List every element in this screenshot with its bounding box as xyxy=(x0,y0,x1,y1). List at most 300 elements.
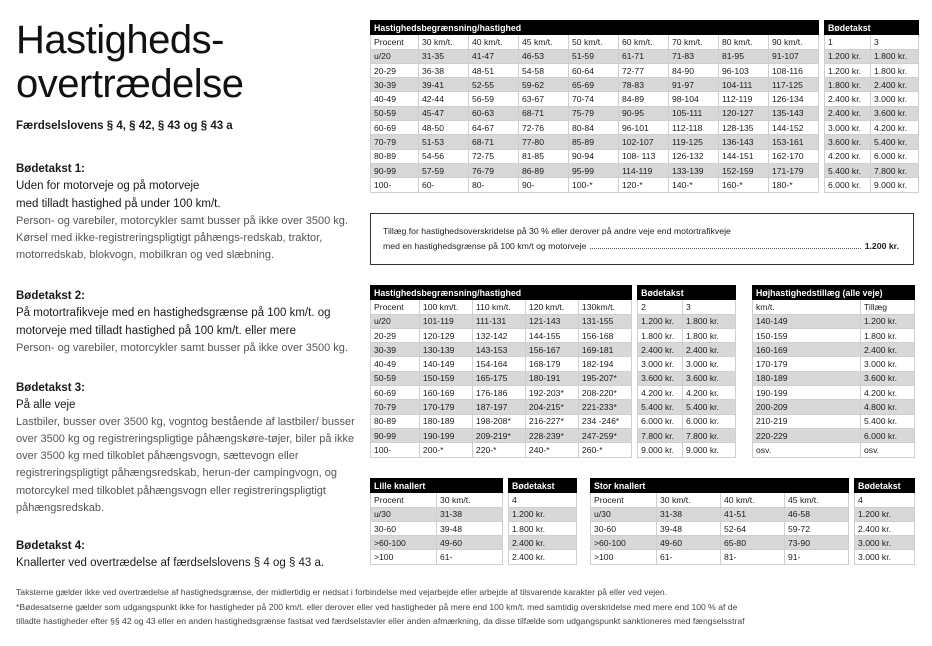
table-cell: 3.600 kr. xyxy=(682,371,735,385)
column-header-row xyxy=(371,35,919,49)
table-cell: 6.000 kr. xyxy=(861,428,915,442)
table-cell: 220-229 xyxy=(753,428,861,442)
table-cell: 2.400 kr. xyxy=(638,343,683,357)
column-header: 30 km/t. xyxy=(437,493,503,507)
table-header: Højhastighedstillæg (alle veje) xyxy=(753,286,915,300)
table-header-row xyxy=(753,286,915,300)
table-cell: 2.400 kr. xyxy=(871,78,919,92)
table-cell: 221-233* xyxy=(578,400,631,414)
column-header-row xyxy=(371,300,736,314)
high-speed-surcharge-table xyxy=(752,285,915,458)
table-cell: 200-209 xyxy=(753,400,861,414)
column-header: Procent xyxy=(371,493,437,507)
table-cell: 4.200 kr. xyxy=(825,149,871,163)
table-cell: 144-155 xyxy=(525,328,578,342)
table-row xyxy=(753,400,915,414)
table-cell: 9.000 kr. xyxy=(638,443,683,457)
table-cell: 170-179 xyxy=(753,357,861,371)
table-row xyxy=(753,386,915,400)
table-cell: 86-89 xyxy=(519,163,569,177)
title-line-1: Hastigheds- xyxy=(16,18,224,62)
table-cell: 7.800 kr. xyxy=(871,163,919,177)
table-cell: 132-142 xyxy=(472,328,525,342)
table-cell: 150-159 xyxy=(753,328,861,342)
table-cell: 52-55 xyxy=(469,78,519,92)
table-cell: 30-60 xyxy=(591,521,657,535)
table-cell: u/30 xyxy=(591,507,657,521)
column-header: 120 km/t. xyxy=(525,300,578,314)
table-cell: 130-139 xyxy=(419,343,472,357)
note-line-2-row xyxy=(383,239,899,254)
table-cell: 91-107 xyxy=(769,49,819,63)
table-row xyxy=(591,521,915,535)
table-cell: 1.200 kr. xyxy=(509,507,577,521)
table-cell: 135-143 xyxy=(769,106,819,120)
table-cell: 63-67 xyxy=(519,92,569,106)
table-cell: 144-152 xyxy=(769,121,819,135)
table-cell: 72-77 xyxy=(619,63,669,77)
table-row xyxy=(371,149,919,163)
table-cell: 100-* xyxy=(569,178,619,192)
table-cell: 41-47 xyxy=(469,49,519,63)
table-cell: 30-60 xyxy=(371,521,437,535)
table-cell: 96-103 xyxy=(719,63,769,77)
table-cell: 91-97 xyxy=(669,78,719,92)
table-cell: 3.000 kr. xyxy=(638,357,683,371)
table-cell: 180-189 xyxy=(419,414,472,428)
column-header: 4 xyxy=(855,493,915,507)
table-cell: 195-207* xyxy=(578,371,631,385)
fine-header: Bødetakst xyxy=(638,286,736,300)
table-cell: 48-51 xyxy=(469,63,519,77)
table-cell: 114-119 xyxy=(619,163,669,177)
table-cell: 112-118 xyxy=(669,121,719,135)
table-cell: 1.800 kr. xyxy=(509,521,577,535)
table-cell: 98-104 xyxy=(669,92,719,106)
table-cell: 171-179 xyxy=(769,163,819,177)
table-cell: 73-90 xyxy=(785,536,849,550)
table-cell: 131-155 xyxy=(578,314,631,328)
table-row xyxy=(371,178,919,192)
table-cell: 234 -246* xyxy=(578,414,631,428)
table-cell: 1.800 kr. xyxy=(871,49,919,63)
table-row xyxy=(371,63,919,77)
table-cell: 72-76 xyxy=(519,121,569,135)
table-cell: 81-85 xyxy=(519,149,569,163)
column-header: 45 km/t. xyxy=(785,493,849,507)
table-cell: 80-89 xyxy=(371,149,419,163)
table-cell: 41-51 xyxy=(721,507,785,521)
table-cell: 170-179 xyxy=(419,400,472,414)
large-moped-table xyxy=(590,478,915,565)
table-cell: 143-153 xyxy=(472,343,525,357)
table-cell: 31-38 xyxy=(437,507,503,521)
section-heading: Bødetakst 1: xyxy=(16,163,86,175)
table-cell: 60- xyxy=(419,178,469,192)
section-subheading: På motortrafikveje med en hastighedsgrænse på 100 km/t. og motorveje med tilladt hastighed på 100 km/t. eller mere xyxy=(16,306,331,337)
table-cell: 150-159 xyxy=(419,371,472,385)
table-cell: 3.000 kr. xyxy=(855,550,915,564)
table-cell: 59-72 xyxy=(785,521,849,535)
table-row xyxy=(371,521,577,535)
section-body: Person- og varebiler, motorcykler samt busser på ikke over 3500 kg. xyxy=(16,341,348,354)
page-title xyxy=(16,18,356,106)
table-cell: 126-132 xyxy=(669,149,719,163)
fine-header: Bødetakst xyxy=(825,21,919,35)
table-cell: 192-203* xyxy=(525,386,578,400)
table-cell: 3.600 kr. xyxy=(638,371,683,385)
table-cell: 2.400 kr. xyxy=(509,550,577,564)
table-cell: 200-* xyxy=(419,443,472,457)
table-cell: 77-80 xyxy=(519,135,569,149)
left-column xyxy=(16,18,356,572)
table-header-row xyxy=(591,479,915,493)
table-cell: 39-48 xyxy=(437,521,503,535)
table-cell: 65-80 xyxy=(721,536,785,550)
column-header: 50 km/t. xyxy=(569,35,619,49)
table-cell: 60-64 xyxy=(569,63,619,77)
table-header: Hastighedsbegrænsning/hastighed xyxy=(371,21,819,35)
table-cell: 31-35 xyxy=(419,49,469,63)
column-header: 3 xyxy=(682,300,735,314)
table-cell: 153-161 xyxy=(769,135,819,149)
table-header-row xyxy=(371,479,577,493)
law-reference: Færdselslovens § 4, § 42, § 43 og § 43 a xyxy=(16,120,233,132)
table-cell: 70-79 xyxy=(371,400,420,414)
table-cell: 120-* xyxy=(619,178,669,192)
table-row xyxy=(591,536,915,550)
fine-header: Bødetakst xyxy=(509,479,577,493)
table-cell: 5.400 kr. xyxy=(871,135,919,149)
table-cell: >100 xyxy=(591,550,657,564)
table-row xyxy=(371,121,919,135)
table-cell: 90-94 xyxy=(569,149,619,163)
table-cell: 112-119 xyxy=(719,92,769,106)
table-row xyxy=(371,163,919,177)
table-cell: 2.400 kr. xyxy=(855,521,915,535)
fine-section-2 xyxy=(16,289,356,357)
table-cell: 140-* xyxy=(669,178,719,192)
table-cell: 20-29 xyxy=(371,63,419,77)
table-cell: 80-89 xyxy=(371,414,420,428)
section-subheading: Knallerter ved overtrædelse af færdselslovens § 4 og § 43 a. xyxy=(16,557,325,570)
table-cell: 6.000 kr. xyxy=(871,149,919,163)
table-cell: 5.400 kr. xyxy=(682,400,735,414)
table-cell: 80-84 xyxy=(569,121,619,135)
table-cell: 190-199 xyxy=(753,386,861,400)
table-cell: 81- xyxy=(721,550,785,564)
table-cell: 90-99 xyxy=(371,163,419,177)
table-cell: 3.000 kr. xyxy=(682,357,735,371)
table-cell: 204-215* xyxy=(525,400,578,414)
table-row xyxy=(371,328,736,342)
table-cell: 30-39 xyxy=(371,343,420,357)
table-cell: 90-95 xyxy=(619,106,669,120)
column-header: 2 xyxy=(638,300,683,314)
table-cell: 182-194 xyxy=(578,357,631,371)
table-row xyxy=(753,371,915,385)
column-header: 110 km/t. xyxy=(472,300,525,314)
table-cell: 84-89 xyxy=(619,92,669,106)
table-cell: 100- xyxy=(371,443,420,457)
table-cell: 5.400 kr. xyxy=(861,414,915,428)
table-cell: >100 xyxy=(371,550,437,564)
table-row xyxy=(753,314,915,328)
column-header: 30 km/t. xyxy=(657,493,721,507)
section-heading: Bødetakst 3: xyxy=(16,381,86,394)
table-cell: 160-169 xyxy=(753,343,861,357)
column-header: Procent xyxy=(371,35,419,49)
table-cell: 2.400 kr. xyxy=(825,92,871,106)
table-cell: 3.000 kr. xyxy=(825,121,871,135)
column-header: 30 km/t. xyxy=(419,35,469,49)
table-cell: 105-111 xyxy=(669,106,719,120)
table-cell: 4.200 kr. xyxy=(861,386,915,400)
surcharge-note-box xyxy=(370,213,914,265)
footnote-line-3: tilladte hastigheder efter §§ 42 og 43 eller en anden hastighedsgrænse fastsat ved færdselstavler eller anden afmærkning, da disse tilfælde som udgangspunkt sanktioneres med fængselsstraf xyxy=(16,616,745,626)
table-cell: 75-79 xyxy=(569,106,619,120)
table-cell: 180-* xyxy=(769,178,819,192)
footnote-line-2: *Bødesatserne gælder som udgangspunkt ikke for hastigheder på 200 km/t. eller derover eller ved hastigheder på mere end 100 km/t. med samtidig overskridelse med mere end 100 % af de xyxy=(16,601,738,612)
table-cell: 60-63 xyxy=(469,106,519,120)
table-cell: 140-149 xyxy=(419,357,472,371)
table-row xyxy=(371,443,736,457)
column-header-row xyxy=(371,493,577,507)
table-cell: 59-62 xyxy=(519,78,569,92)
table-cell: 108-116 xyxy=(769,63,819,77)
table-cell: 1.800 kr. xyxy=(871,63,919,77)
column-header: 130km/t. xyxy=(578,300,631,314)
table-cell: 187-197 xyxy=(472,400,525,414)
table-cell: 90-99 xyxy=(371,428,420,442)
table-cell: 60-69 xyxy=(371,121,419,135)
table-cell: u/30 xyxy=(371,507,437,521)
table-row xyxy=(753,328,915,342)
table-row xyxy=(753,357,915,371)
table-cell: 198-208* xyxy=(472,414,525,428)
table-cell: 51-53 xyxy=(419,135,469,149)
table-cell: 117-125 xyxy=(769,78,819,92)
table-cell: >60-100 xyxy=(591,536,657,550)
column-header-row xyxy=(591,493,915,507)
section-heading: Bødetakst 4: xyxy=(16,540,86,553)
table-cell: 1.200 kr. xyxy=(638,314,683,328)
table-cell: 1.800 kr. xyxy=(825,78,871,92)
note-line-2: med en hastighedsgrænse på 100 km/t og motorveje xyxy=(383,241,587,251)
table-row xyxy=(371,343,736,357)
table-cell: 1.200 kr. xyxy=(825,63,871,77)
fine-section-1 xyxy=(16,162,356,265)
table-row xyxy=(371,92,919,106)
table-cell: 169-181 xyxy=(578,343,631,357)
table-cell: 2.400 kr. xyxy=(861,343,915,357)
table-cell: 102-107 xyxy=(619,135,669,149)
small-moped-table xyxy=(370,478,577,565)
table-cell: 2.400 kr. xyxy=(509,536,577,550)
table-cell: 101-119 xyxy=(419,314,472,328)
table-cell: 1.200 kr. xyxy=(855,507,915,521)
table-cell: 6.000 kr. xyxy=(638,414,683,428)
table-cell: 156-167 xyxy=(525,343,578,357)
table-cell: 176-186 xyxy=(472,386,525,400)
table-cell: 144-151 xyxy=(719,149,769,163)
column-header: 45 km/t. xyxy=(519,35,569,49)
table-cell: 228-239* xyxy=(525,428,578,442)
table-cell: 160-* xyxy=(719,178,769,192)
table-cell: 162-170 xyxy=(769,149,819,163)
table-row xyxy=(371,386,736,400)
table-row xyxy=(371,550,577,564)
table-cell: 120-129 xyxy=(419,328,472,342)
table-cell: 1.800 kr. xyxy=(682,328,735,342)
table-row xyxy=(591,550,915,564)
table-cell: 168-179 xyxy=(525,357,578,371)
table-cell: 54-56 xyxy=(419,149,469,163)
table-cell: 39-41 xyxy=(419,78,469,92)
footnotes xyxy=(16,585,916,629)
table-cell: 52-64 xyxy=(721,521,785,535)
table-cell: 180-189 xyxy=(753,371,861,385)
table-cell: 2.400 kr. xyxy=(825,106,871,120)
column-header: Procent xyxy=(371,300,420,314)
table-cell: 42-44 xyxy=(419,92,469,106)
section-body: Lastbiler, busser over 3500 kg, vogntog bestående af lastbiler/ busser over 3500 kg og registreringspligtige påhængskøre-tøjer, biler på ikke over 3500 kg med tilkoblet påhængsvogn, sættevogn eller registreringspligtigt påhængsredskab, herun-der campingvogn, og motorcykel med tilkoblet påhængsvogn eller registreringspligtigt påhængsredskab. xyxy=(16,415,355,514)
table-cell: 45-47 xyxy=(419,106,469,120)
table-header-row xyxy=(371,286,736,300)
table-cell: 64-67 xyxy=(469,121,519,135)
table-cell: 57-59 xyxy=(419,163,469,177)
table-cell: 9.000 kr. xyxy=(682,443,735,457)
table-row xyxy=(371,106,919,120)
table-cell: 152-159 xyxy=(719,163,769,177)
table-cell: 240-* xyxy=(525,443,578,457)
table-cell: 1.200 kr. xyxy=(825,49,871,63)
table-cell: 48-50 xyxy=(419,121,469,135)
column-header: 60 km/t. xyxy=(619,35,669,49)
column-header: 1 xyxy=(825,35,871,49)
table-cell: 108- 113 xyxy=(619,149,669,163)
column-header: Procent xyxy=(591,493,657,507)
column-header: 4 xyxy=(509,493,577,507)
note-amount: 1.200 kr. xyxy=(864,241,899,251)
leader-dots xyxy=(590,248,860,249)
table-cell: 49-60 xyxy=(437,536,503,550)
table-cell: 50-59 xyxy=(371,371,420,385)
table-cell: 3.600 kr. xyxy=(861,371,915,385)
table-row xyxy=(371,507,577,521)
column-header: 70 km/t. xyxy=(669,35,719,49)
column-header-row xyxy=(753,300,915,314)
table-row xyxy=(753,414,915,428)
table-header-row xyxy=(371,21,919,35)
table-cell: 247-259* xyxy=(578,428,631,442)
table-cell: 68-71 xyxy=(469,135,519,149)
table-row xyxy=(371,536,577,550)
table-cell: 160-169 xyxy=(419,386,472,400)
table-cell: 2.400 kr. xyxy=(682,343,735,357)
fine-section-4 xyxy=(16,539,356,572)
table-cell: 71-83 xyxy=(669,49,719,63)
table-cell: 126-134 xyxy=(769,92,819,106)
table-cell: 121-143 xyxy=(525,314,578,328)
table-cell: 104-111 xyxy=(719,78,769,92)
table-row xyxy=(371,414,736,428)
table-cell: 4.200 kr. xyxy=(682,386,735,400)
table-cell: 61- xyxy=(657,550,721,564)
table-cell: 4.200 kr. xyxy=(638,386,683,400)
table-cell: 61- xyxy=(437,550,503,564)
column-header: Tillæg xyxy=(861,300,915,314)
table-cell: 65-69 xyxy=(569,78,619,92)
table-cell: 46-58 xyxy=(785,507,849,521)
note-line-1: Tillæg for hastighedsoverskridelse på 30 % eller derover på andre veje end motortrafikveje xyxy=(383,226,731,236)
table-header: Lille knallert xyxy=(371,479,503,493)
table-cell: 260-* xyxy=(578,443,631,457)
fine-header: Bødetakst xyxy=(855,479,915,493)
table-cell: 136-143 xyxy=(719,135,769,149)
table-cell: 1.800 kr. xyxy=(638,328,683,342)
table-cell: 85-89 xyxy=(569,135,619,149)
column-header: 40 km/t. xyxy=(721,493,785,507)
table-cell: 20-29 xyxy=(371,328,420,342)
table-cell: 140-149 xyxy=(753,314,861,328)
table-cell: 3.000 kr. xyxy=(855,536,915,550)
table-cell: 3.000 kr. xyxy=(871,92,919,106)
table-cell: >60-100 xyxy=(371,536,437,550)
table-cell: 5.400 kr. xyxy=(638,400,683,414)
table-cell: osv. xyxy=(861,443,915,457)
table-cell: 4.800 kr. xyxy=(861,400,915,414)
table-cell: 5.400 kr. xyxy=(825,163,871,177)
table-cell: 80- xyxy=(469,178,519,192)
table-cell: 190-199 xyxy=(419,428,472,442)
table-cell: 50-59 xyxy=(371,106,419,120)
table-cell: 95-99 xyxy=(569,163,619,177)
table-row xyxy=(753,428,915,442)
table-row xyxy=(371,428,736,442)
table-cell: 91- xyxy=(785,550,849,564)
title-line-2: overtrædelse xyxy=(16,62,244,106)
fine-section-3 xyxy=(16,381,356,517)
table-cell: 100- xyxy=(371,178,419,192)
table-cell: 49-60 xyxy=(657,536,721,550)
table-row xyxy=(591,507,915,521)
table-cell: 7.800 kr. xyxy=(682,428,735,442)
table-cell: u/20 xyxy=(371,314,420,328)
table-cell: osv. xyxy=(753,443,861,457)
table-cell: 208-220* xyxy=(578,386,631,400)
column-header: 100 km/t. xyxy=(419,300,472,314)
table-cell: 3.000 kr. xyxy=(861,357,915,371)
table-cell: 128-135 xyxy=(719,121,769,135)
table-cell: u/20 xyxy=(371,49,419,63)
table-cell: 51-59 xyxy=(569,49,619,63)
section-subheading: Uden for motorveje og på motorveje med tilladt hastighed på under 100 km/t. xyxy=(16,180,221,210)
table-row xyxy=(371,314,736,328)
table-cell: 4.200 kr. xyxy=(871,121,919,135)
table-cell: 46-53 xyxy=(519,49,569,63)
table-cell: 3.600 kr. xyxy=(825,135,871,149)
table-header: Stor knallert xyxy=(591,479,849,493)
table-row xyxy=(371,371,736,385)
table-cell: 54-58 xyxy=(519,63,569,77)
table-cell: 119-125 xyxy=(669,135,719,149)
table-cell: 165-175 xyxy=(472,371,525,385)
footnote-line-1: Taksterne gælder ikke ved overtrædelse af hastighedsgrænse, der midlertidig er nedsat i forbindelse med vejarbejde eller arbejde af tilsvarende karakter på eller ved vejen. xyxy=(16,587,668,597)
table-cell: 39-48 xyxy=(657,521,721,535)
table-cell: 84-90 xyxy=(669,63,719,77)
table-cell: 60-69 xyxy=(371,386,420,400)
